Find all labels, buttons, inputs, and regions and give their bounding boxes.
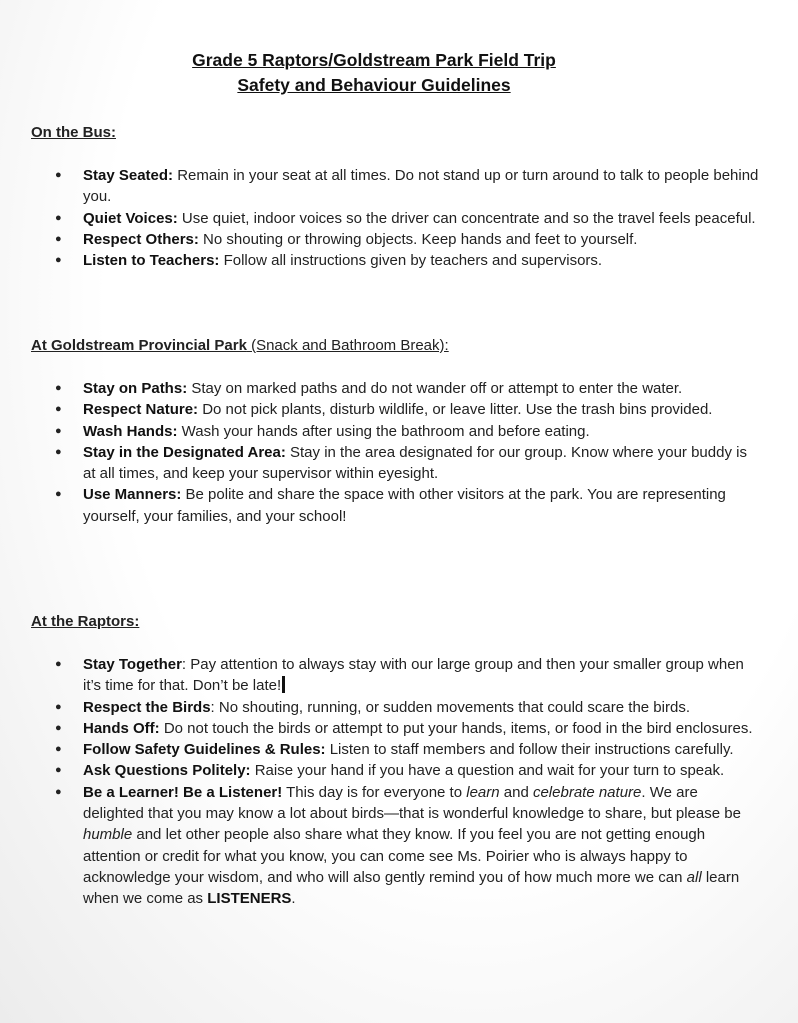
rule-label: Listen to Teachers: (83, 252, 220, 270)
section-heading-bus (31, 124, 116, 141)
park-rules-list (0, 378, 760, 527)
list-item (0, 399, 760, 420)
rule-label: Be a Learner! Be a Listener! (83, 783, 283, 801)
rule-text: and let other people also share what they know. If you feel you are not getting enough attention or credit for what you know, you can come see Ms. Poirier who is always happy to acknowledge your wisdom, and who will also gently remind you of how much more we can (83, 826, 706, 886)
document-title (0, 48, 748, 98)
bus-rules-list (0, 165, 760, 271)
rule-text: Wash your hands after using the bathroom and before eating. (177, 422, 590, 440)
rule-text: Raise your hand if you have a question and wait for your turn to speak. (250, 762, 725, 780)
raptors-rules-list (0, 654, 760, 910)
section-heading-text: At the Raptors: (31, 613, 140, 630)
rule-label: Wash Hands: (83, 422, 178, 440)
rule-label: Follow Safety Guidelines & Rules: (83, 741, 326, 759)
list-item (0, 250, 760, 271)
title-line-2: Safety and Behaviour Guidelines (237, 75, 511, 95)
rule-text: Listen to staff members and follow their instructions carefully. (325, 741, 734, 759)
list-item (0, 739, 760, 760)
rule-text: : No shouting, running, or sudden movements that could scare the birds. (210, 698, 690, 716)
rule-text: Stay on marked paths and do not wander off or attempt to enter the water. (187, 380, 683, 397)
list-item (0, 484, 760, 527)
list-item (0, 654, 760, 697)
list-item (0, 229, 760, 250)
rule-text: Be polite and share the space with other visitors at the park. You are representing yourself, your families, and your school! (83, 486, 726, 525)
list-item (0, 165, 760, 208)
rule-label: Respect Nature: (83, 401, 199, 419)
rule-text: Stay in the area designated for our group. Know where your buddy is at all times, and keep your supervisor within eyesight. (83, 443, 747, 483)
rule-text: Use quiet, indoor voices so the driver can concentrate and so the travel feels peaceful. (177, 209, 756, 227)
rule-label: Ask Questions Politely: (83, 762, 251, 780)
rule-text: and (499, 783, 533, 801)
list-item (0, 760, 760, 781)
section-heading-park (31, 337, 449, 354)
section-heading-note: (Snack and Bathroom Break): (246, 337, 449, 354)
rule-text: Do not touch the birds or attempt to put your hands, items, or food in the bird enclosures. (159, 719, 753, 737)
section-heading-text: On the Bus: (31, 124, 116, 141)
list-item (0, 442, 760, 485)
rule-text: learn when we come as (83, 868, 740, 908)
list-item (0, 718, 760, 739)
emphasis-celebrate-nature: celebrate nature (532, 783, 642, 801)
list-item-learner-listener (0, 782, 760, 910)
emphasis-all: all (686, 868, 702, 886)
list-item (0, 421, 760, 442)
rule-text: . We are delighted that you may know a lot about birds—that is wonderful knowledge to share, but please be (83, 783, 741, 823)
rule-text: Do not pick plants, disturb wildlife, or leave litter. Use the trash bins provided. (198, 401, 713, 419)
rule-text: Remain in your seat at all times. Do not stand up or turn around to talk to people behind you. (83, 167, 759, 206)
rule-label: Respect Others: (83, 230, 199, 248)
section-heading-raptors (31, 613, 139, 630)
rule-label: Respect the Birds (83, 698, 211, 716)
rule-label: Quiet Voices: (83, 209, 178, 227)
list-item (0, 697, 760, 718)
emphasis-learn: learn (466, 783, 500, 801)
rule-text: This day is for everyone to (282, 783, 467, 801)
rule-text: No shouting or throwing objects. Keep hands and feet to yourself. (198, 230, 638, 248)
title-line-1: Grade 5 Raptors/Goldstream Park Field Trip (192, 50, 556, 70)
rule-text: . (291, 890, 296, 908)
rule-label: Stay on Paths: (83, 380, 188, 397)
emphasis-listeners: LISTENERS (207, 890, 292, 908)
rule-text: : Pay attention to always stay with our large group and then your smaller group when it’s time for that. Don’t be late! (83, 656, 744, 695)
emphasis-humble: humble (83, 826, 133, 844)
rule-label: Stay in the Designated Area: (83, 443, 286, 461)
rule-label: Hands Off: (83, 719, 160, 737)
list-item (0, 208, 760, 229)
text-cursor (282, 676, 285, 693)
rule-label: Stay Seated: (83, 167, 174, 184)
list-item (0, 378, 760, 399)
rule-label: Use Manners: (83, 486, 182, 504)
rule-text: Follow all instructions given by teachers and supervisors. (219, 252, 603, 270)
section-heading-text: At Goldstream Provincial Park (31, 337, 247, 354)
rule-label: Stay Together (83, 656, 182, 673)
